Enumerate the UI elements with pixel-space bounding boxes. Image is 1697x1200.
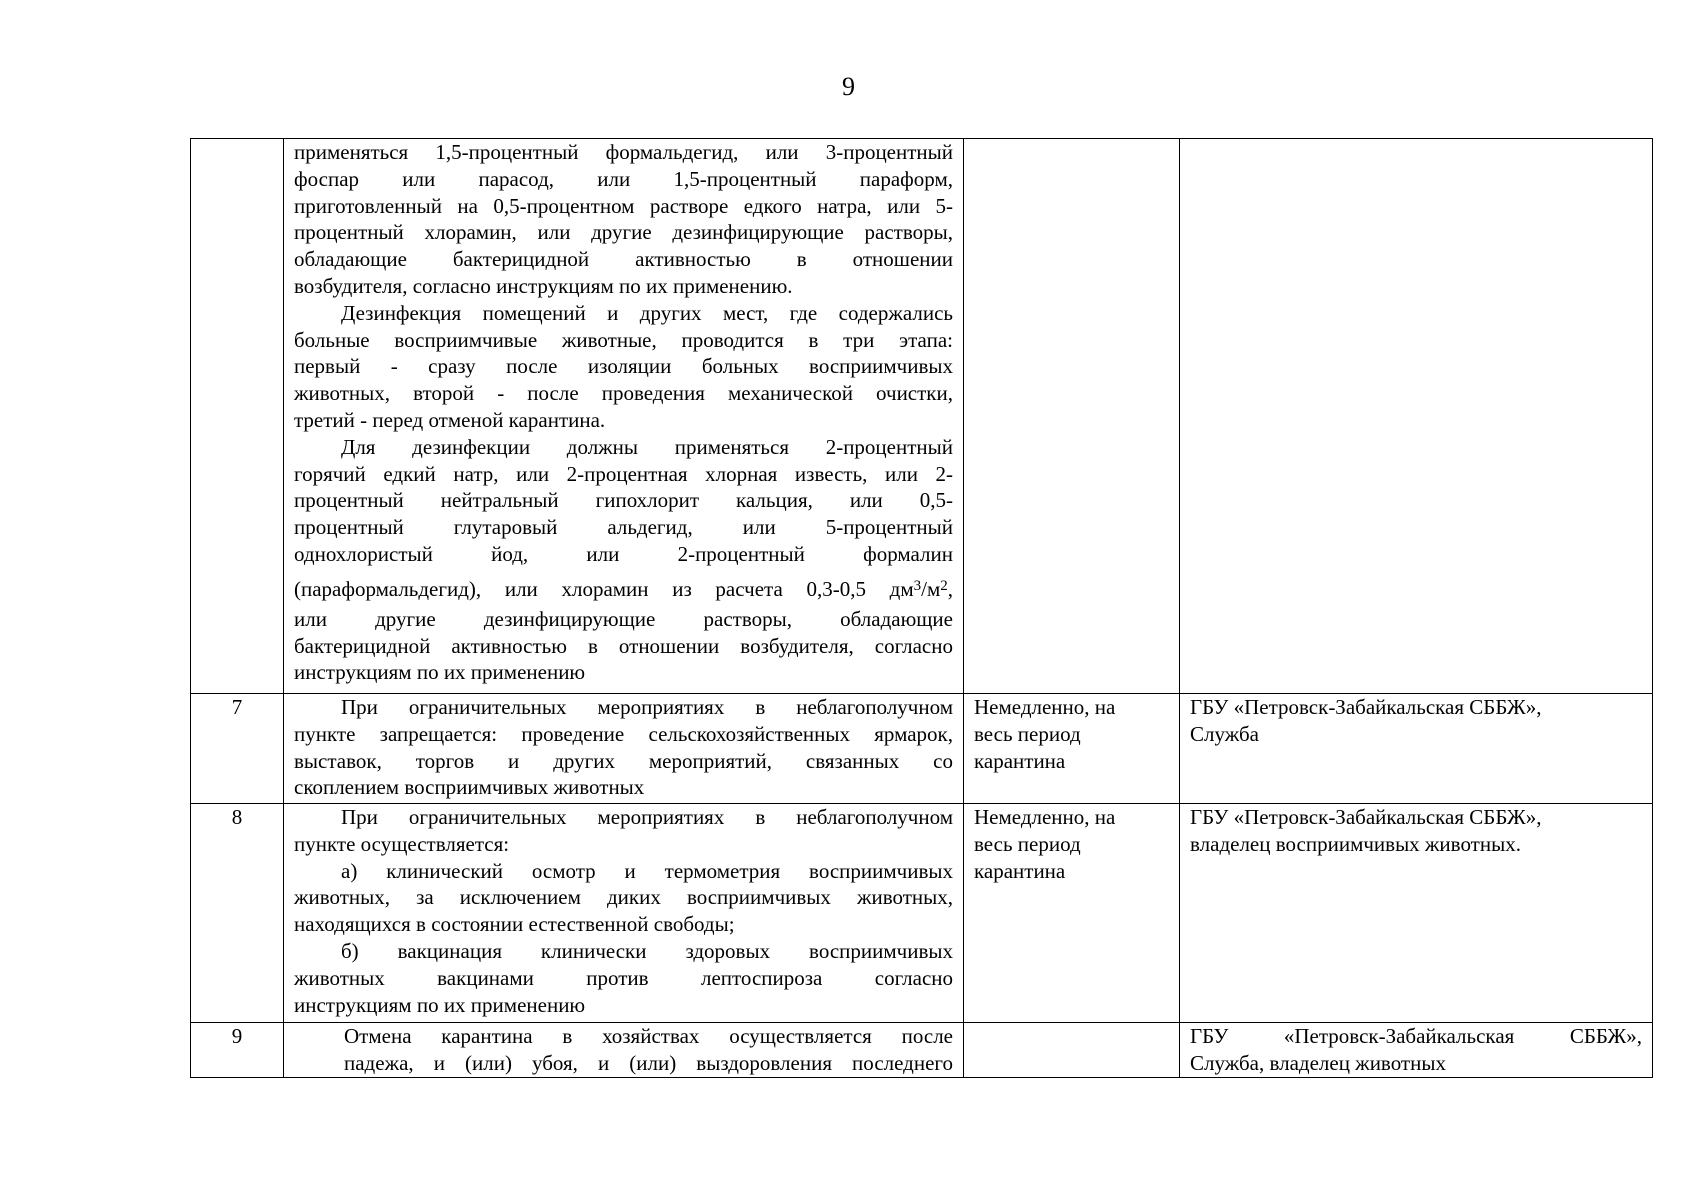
text-line: больные восприимчивые животные, проводится в три этапа:: [294, 327, 953, 352]
text-line: приготовленный на 0,5-процентном растворе едкого натра, или 5-: [294, 193, 953, 218]
term-line: карантина: [974, 748, 1066, 773]
description-paragraph-end: [294, 831, 953, 858]
text-line: бактерицидной активностью в отношении возбудителя, согласно: [294, 633, 953, 658]
description-paragraph-end: [294, 659, 953, 686]
table-row: [191, 1023, 1653, 1078]
superscript: 3: [913, 577, 922, 594]
description-paragraph: [294, 965, 953, 992]
description-paragraph: [294, 434, 953, 461]
text-line: скоплением восприимчивых животных: [294, 775, 645, 800]
table-row: [191, 694, 1653, 804]
text-line: горячий едкий натр, или 2-процентная хлорная известь, или 2-: [294, 461, 953, 486]
formula-text: (параформальдегид), или хлорамин из расчета 0,3-0,5 дм: [294, 576, 914, 601]
dosage-formula-line: [294, 572, 953, 606]
measure-description-cell: [284, 804, 964, 1023]
text-line: Для дезинфекции должны применяться 2-процентный: [341, 434, 953, 459]
text-line: применяться 1,5-процентный формальдегид, или 3-процентный: [294, 140, 953, 164]
text-line: При ограничительных мероприятиях в неблагополучном: [341, 805, 953, 829]
text-line: пункте запрещается: проведение сельскохозяйственных ярмарок,: [294, 721, 953, 746]
term-cell: [964, 1023, 1180, 1078]
description-paragraph: [294, 938, 953, 965]
responsible-line: Служба, владелец животных: [1190, 1050, 1446, 1075]
table-row: [191, 139, 1653, 694]
description-paragraph: [294, 721, 953, 775]
responsible-line: Служба: [1190, 721, 1259, 746]
text-line: или другие дезинфицирующие растворы, обладающие: [294, 606, 953, 631]
responsible-line: владелец восприимчивых животных.: [1190, 831, 1521, 856]
term-cell: [964, 139, 1180, 694]
term-line: весь период: [974, 721, 1081, 746]
responsible-cell: [1180, 139, 1653, 694]
term-cell: [964, 804, 1180, 1023]
text-line: фоспар или парасод, или 1,5-процентный параформ,: [294, 166, 953, 191]
measure-description-cell: [284, 139, 964, 694]
description-paragraph-end: [294, 911, 953, 938]
description-paragraph: [294, 804, 953, 831]
superscript: 2: [940, 577, 948, 594]
text-line: инструкциям по их применению: [294, 660, 586, 685]
text-line: третий - перед отменой карантина.: [294, 407, 606, 432]
text-line: При ограничительных мероприятиях в неблагополучном: [341, 695, 953, 719]
measure-description-cell: [284, 694, 964, 804]
text-line: процентный хлорамин, или другие дезинфицирующие растворы,: [294, 220, 953, 245]
text-line: пункте осуществляется:: [294, 831, 510, 856]
description-paragraph-end: [294, 273, 953, 300]
responsible-cell: [1180, 804, 1653, 1023]
row-number-cell: 9: [191, 1023, 284, 1078]
text-line: процентный нейтральный гипохлорит кальция, или 0,5-: [294, 488, 953, 513]
description-paragraph: [294, 461, 953, 568]
measures-table: [190, 138, 1653, 1078]
description-paragraph-end: [294, 774, 953, 801]
measure-description-cell: [284, 1023, 964, 1078]
responsible-cell: [1180, 694, 1653, 804]
term-line: весь период: [974, 831, 1081, 856]
text-line: инструкциям по их применению: [294, 992, 586, 1017]
formula-text: /м: [921, 576, 941, 601]
description-paragraph-end: [294, 407, 953, 434]
row-number-cell: 8: [191, 804, 284, 1023]
description-paragraph: [294, 606, 953, 660]
text-line: Отмена карантина в хозяйствах осуществляется после: [344, 1024, 953, 1048]
row-number-cell: 7: [191, 694, 284, 804]
text-line: животных вакцинами против лептоспироза согласно: [294, 965, 953, 990]
description-paragraph: [294, 858, 953, 885]
description-paragraph: [294, 884, 953, 911]
responsible-paragraph: [1190, 1023, 1642, 1077]
term-cell: [964, 694, 1180, 804]
responsible-line: ГБУ «Петровск-Забайкальская СББЖ»,: [1190, 805, 1542, 829]
text-line: выставок, торгов и других мероприятий, связанных со: [294, 748, 953, 773]
text-line: находящихся в состоянии естественной свободы;: [294, 912, 735, 937]
description-paragraph: [294, 1023, 953, 1077]
description-paragraph: [294, 300, 953, 327]
row-number-cell: [191, 139, 284, 694]
text-line: процентный глутаровый альдегид, или 5-процентный: [294, 515, 953, 540]
text-line: падежа, и (или) убоя, и (или) выздоровления последнего: [344, 1050, 953, 1075]
text-line: животных, за исключением диких восприимчивых животных,: [294, 885, 953, 910]
formula-text: ,: [947, 576, 953, 601]
text-line: а) клинический осмотр и термометрия восприимчивых: [341, 858, 953, 883]
text-line: обладающие бактерицидной активностью в отношении: [294, 247, 953, 272]
text-line: возбудителя, согласно инструкциям по их применению.: [294, 273, 793, 298]
description-paragraph-end: [294, 992, 953, 1019]
term-line: карантина: [974, 858, 1066, 883]
text-line: однохлористый йод, или 2-процентный формалин: [294, 541, 953, 566]
page-number: 9: [842, 72, 855, 101]
description-paragraph: [294, 327, 953, 407]
text-line: первый - сразу после изоляции больных восприимчивых: [294, 354, 953, 379]
term-line: Немедленно, на: [974, 805, 1116, 829]
description-paragraph: [294, 139, 953, 273]
term-line: Немедленно, на: [974, 695, 1116, 719]
text-line: Дезинфекция помещений и других мест, где содержались: [341, 300, 953, 325]
text-line: б) вакцинация клинически здоровых восприимчивых: [341, 938, 953, 963]
description-paragraph: [294, 694, 953, 721]
responsible-line: ГБУ «Петровск-Забайкальская СББЖ»,: [1190, 1024, 1642, 1048]
table-row: [191, 804, 1653, 1023]
responsible-line: ГБУ «Петровск-Забайкальская СББЖ»,: [1190, 695, 1542, 719]
text-line: животных, второй - после проведения механической очистки,: [294, 381, 953, 406]
responsible-cell: [1180, 1023, 1653, 1078]
